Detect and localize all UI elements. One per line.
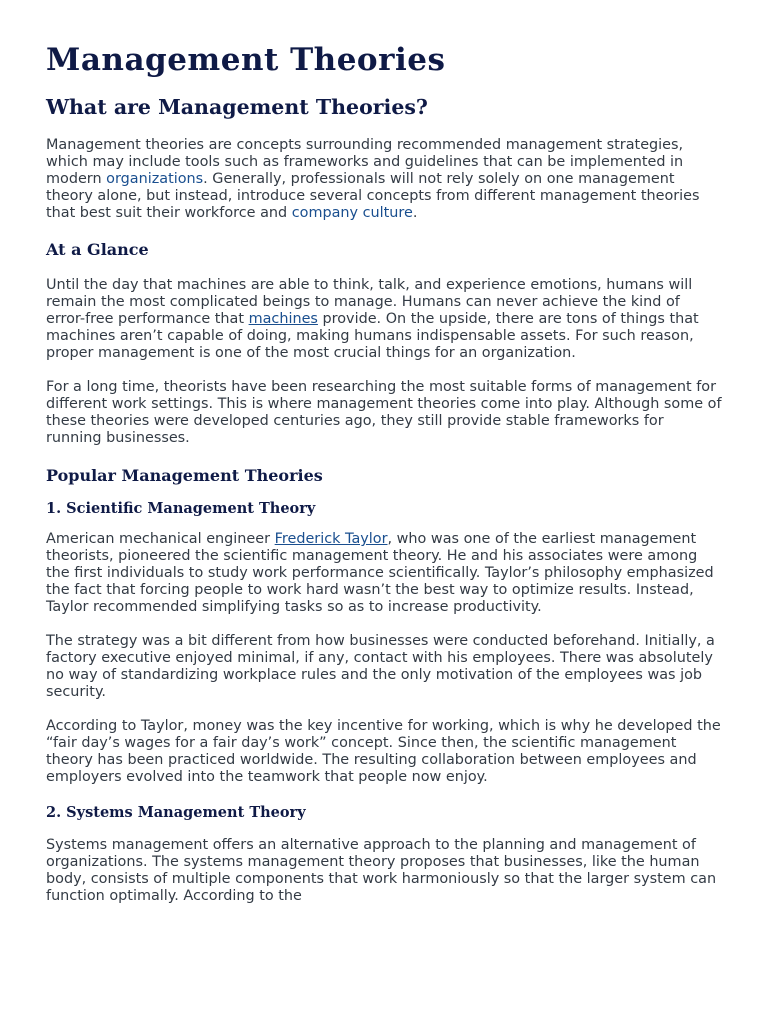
section-heading-what: What are Management Theories?	[46, 95, 428, 119]
company-culture-link[interactable]: company culture	[291, 205, 413, 221]
glance-text-2: provide. On the upside, there are tons of things that machines aren’t capable of doing, making humans indispensable assets. For such reason, proper management is one of the most crucial things for an organization.	[46, 311, 699, 361]
glance-text-1: Until the day that machines are able to think, talk, and experience emotions, humans will remain the most complicated beings to manage. Humans can never achieve the kind of error-free performance that	[46, 277, 693, 327]
intro-text-2: . Generally, professionals will not rely solely on one management theory alone, but instead, introduce several concepts from different management theories that best suit their workforce and	[46, 171, 700, 221]
subsection-heading-scientific: 1. Scientific Management Theory	[46, 500, 316, 517]
subsection-heading-systems: 2. Systems Management Theory	[46, 804, 306, 821]
section-heading-popular: Popular Management Theories	[46, 466, 323, 485]
section-heading-glance: At a Glance	[46, 240, 149, 259]
scientific-paragraph-2: The strategy was a bit different from how businesses were conducted beforehand. Initially, a factory executive enjoyed minimal, if any, contact with his employees. There was absolutely no way of standardizing workplace rules and the only motivation of the employees was job security.	[46, 633, 715, 700]
page-title: Management Theories	[46, 42, 446, 78]
intro-text-3: .	[412, 205, 418, 221]
sci-text-2: , who was one of the earliest management theorists, pioneered the scientific management theory. He and his associates were among the first individuals to study work performance scientifically. Taylor’s philosophy emphasized the fact that forcing people to work hard wasn’t the best way to optimize results. Instead, Taylor recommended simplifying tasks so as to increase productivity.	[46, 531, 714, 615]
scientific-paragraph-1	[46, 531, 722, 616]
frederick-taylor-link[interactable]: Frederick Taylor	[274, 531, 388, 547]
glance-paragraph-2: For a long time, theorists have been researching the most suitable forms of management for different work settings. This is where management theories come into play. Although some of these theories were developed centuries ago, they still provide stable frameworks for running businesses.	[46, 379, 722, 446]
intro-paragraph	[46, 137, 722, 222]
glance-paragraph-1	[46, 277, 722, 362]
scientific-paragraph-3: According to Taylor, money was the key incentive for working, which is why he developed the “fair day’s wages for a fair day’s work” concept. Since then, the scientific management theory has been practiced worldwide. The resulting collaboration between employees and employers evolved into the teamwork that people now enjoy.	[46, 718, 721, 785]
intro-text-1: Management theories are concepts surrounding recommended management strategies, which may include tools such as frameworks and guidelines that can be implemented in modern	[46, 137, 684, 187]
organizations-link[interactable]: organizations	[106, 171, 204, 187]
machines-link[interactable]: machines	[248, 311, 318, 327]
systems-paragraph-1: Systems management offers an alternative approach to the planning and management of organizations. The systems management theory proposes that businesses, like the human body, consists of multiple components that work harmoniously so that the larger system can function optimally. According to the	[46, 837, 717, 904]
sci-text-1: American mechanical engineer	[46, 531, 275, 547]
